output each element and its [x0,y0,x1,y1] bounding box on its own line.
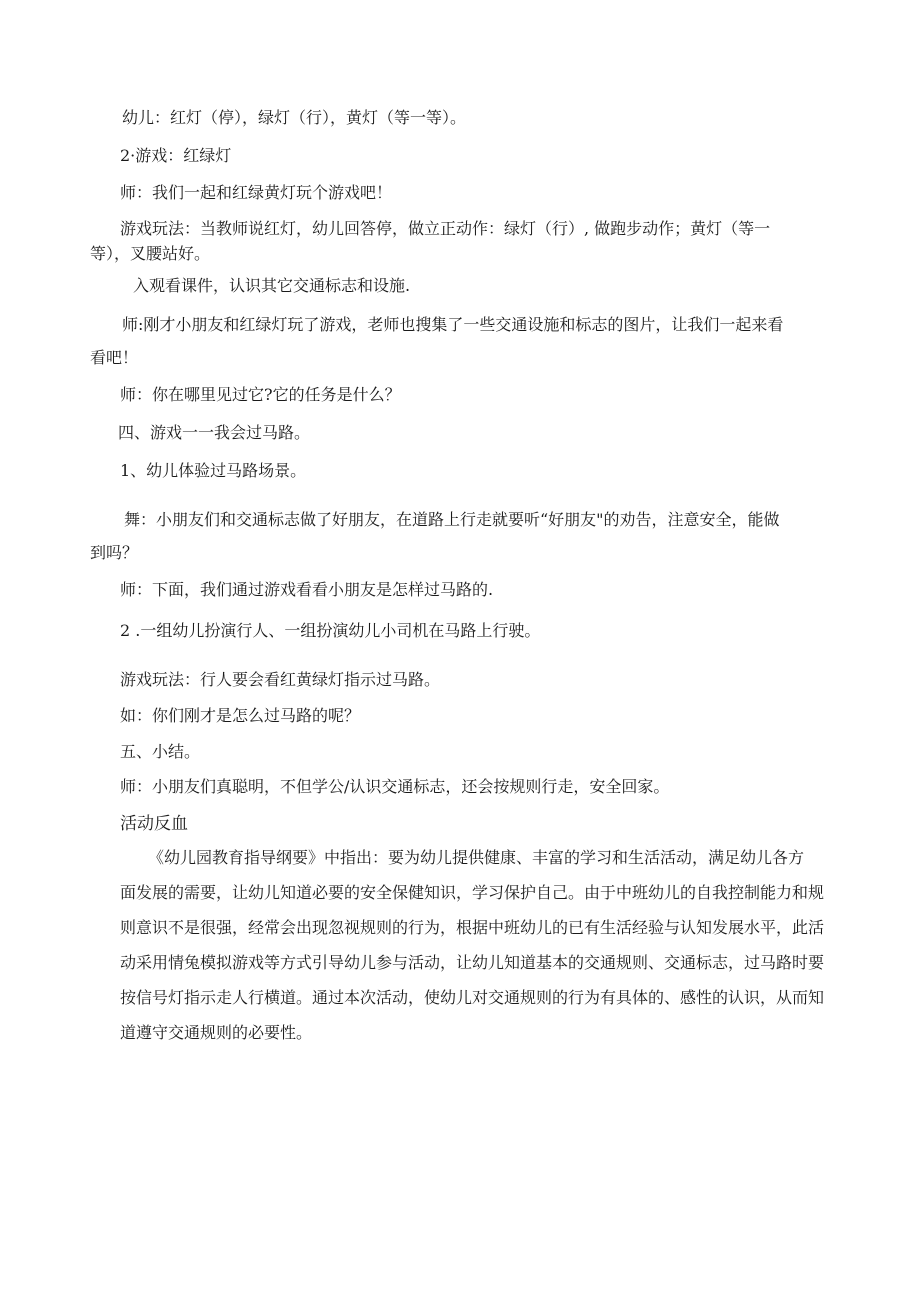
text-line: 1、幼儿体验过马路场景。 [120,461,307,480]
text-line: 等），叉腰站好。 [90,244,211,263]
text-line: 五、小结。 [120,742,201,761]
paragraph-line: 《幼儿园教育指导纲要》中指出：要为幼儿提供健康、丰富的学习和生活活动，满足幼儿各方 [148,848,805,867]
text-line: 到吗？ [90,543,139,562]
paragraph-line: 面发展的需要，让幼儿知道必要的安全保健知识，学习保护自己。由于中班幼儿的自我控制能力和规 [120,883,825,902]
text-line: 2·游戏：红绿灯 [120,146,232,165]
paragraph-line: 动采用情兔模拟游戏等方式引导幼儿参与活动，让幼儿知道基本的交通规则、交通标志，过马路时要 [120,953,825,972]
text-line: 幼儿：红灯（停），绿灯（行），黄灯（等一等）。 [122,108,467,127]
paragraph-line: 按信号灯指示走人行横道。通过本次活动，使幼儿对交通规则的行为有具体的、感性的认识，从而知 [120,988,825,1007]
text-line: 四、游戏一一我会过马路。 [118,423,311,442]
text-line: 2 .一组幼儿扮演行人、一组扮演幼儿小司机在马路上行驶。 [120,621,541,640]
text-line: 师：小朋友们真聪明，不但学公/认识交通标志，还会按规则行走，安全回家。 [120,777,670,796]
text-line: 游戏玩法：当教师说红灯，幼儿回答停，做立正动作：绿灯（行）, 做跑步动作；黄灯（等一 [120,219,771,238]
section-heading: 活动反血 [120,814,188,834]
text-line: 如：你们刚才是怎么过马路的呢？ [120,706,361,725]
text-line: 游戏玩法：行人要会看红黄绿灯指示过马路。 [120,670,441,689]
text-line: 师：下面，我们通过游戏看看小朋友是怎样过马路的. [120,580,494,599]
text-line: 入观看课件，认识其它交通标志和设施. [133,276,411,295]
paragraph-line: 道遵守交通规则的必要性。 [120,1023,313,1042]
text-line: 师：我们一起和红绿黄灯玩个游戏吧！ [120,183,393,202]
text-line: 师：你在哪里见过它?它的任务是什么？ [120,385,401,404]
text-line: 师:刚才小朋友和红绿灯玩了游戏，老师也搜集了一些交通设施和标志的图片，让我们一起来看 [122,315,784,334]
text-line: 看吧！ [90,348,139,367]
text-line: 舞：小朋友们和交通标志做了好朋友，在道路上行走就要听“好朋友"的劝告，注意安全，能做 [124,510,780,529]
paragraph-line: 则意识不是很强，经常会出现忽视规则的行为，根据中班幼儿的已有生活经验与认知发展水平，此活 [120,918,825,937]
